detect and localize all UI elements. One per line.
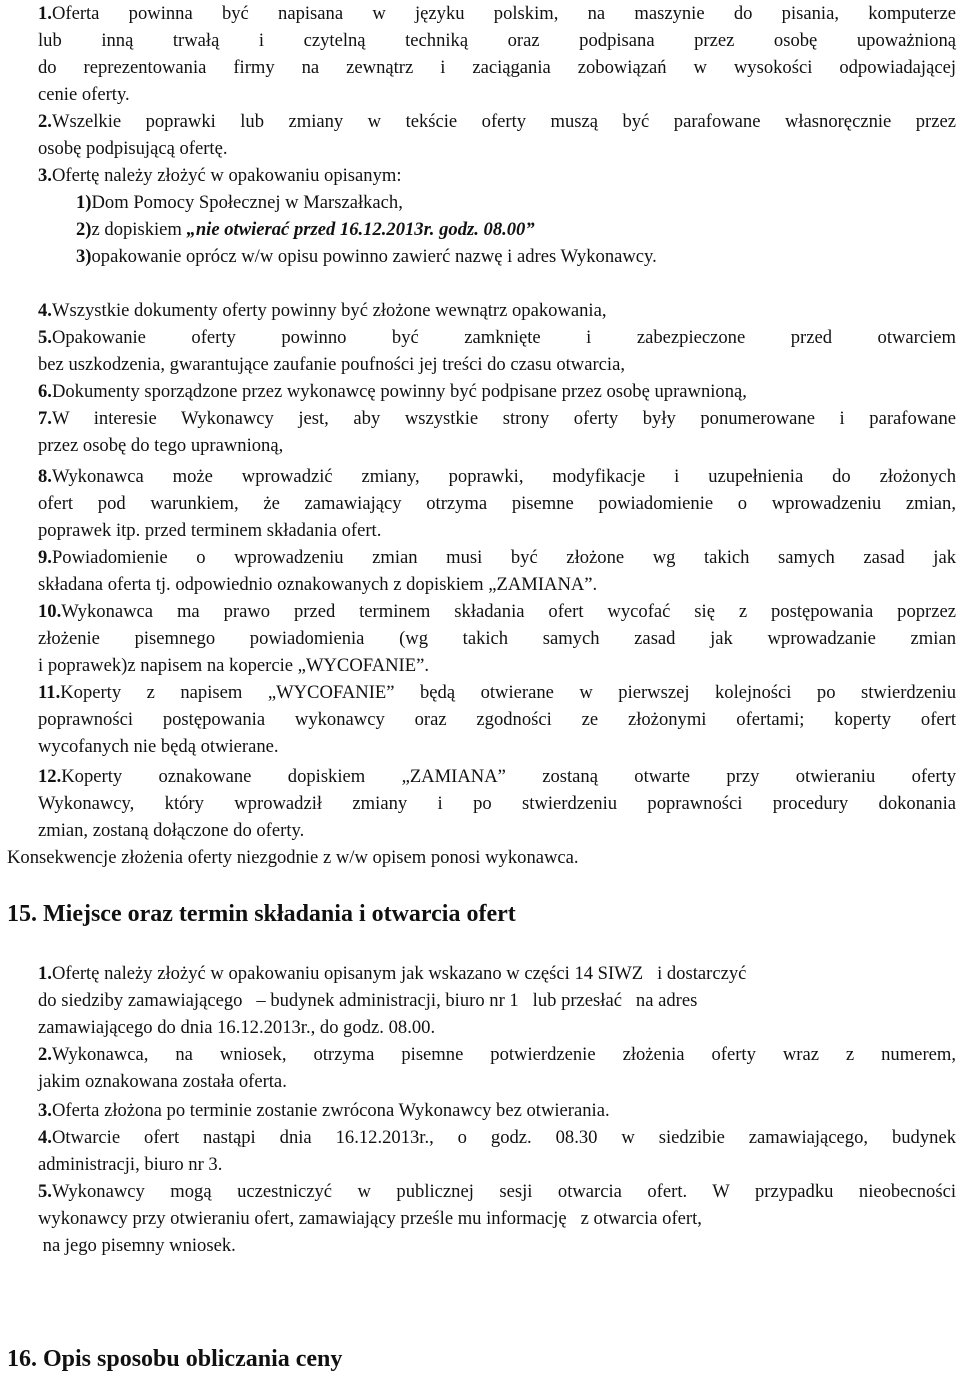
item-10-line-3: i poprawek)z napisem na kopercie „WYCOFANIE”. (38, 655, 430, 676)
item-7-line-2: przez osobę do tego uprawnioną, (38, 435, 284, 456)
item-12-line-3: zmian, zostaną dołączone do oferty. (38, 820, 305, 841)
closing-statement: Konsekwencje złożenia oferty niezgodnie z w/w opisem ponosi wykonawca. (7, 847, 579, 868)
s15-item-4-line-1: 4.Otwarcie ofert nastąpi dnia 16.12.2013r., o godz. 08.30 w siedzibie zamawiającego, budynek (38, 1127, 956, 1148)
s15-item-1-line-1: 1.Ofertę należy złożyć w opakowaniu opisanym jak wskazano w części 14 SIWZ i dostarczyć (38, 963, 747, 984)
item-12-line-2: Wykonawcy, który wprowadził zmiany i po stwierdzeniu poprawności procedury dokonania (38, 793, 956, 814)
s15-item-3-line-1: 3.Oferta złożona po terminie zostanie zwrócona Wykonawcy bez otwierania. (38, 1100, 610, 1121)
item-number: 10. (38, 601, 62, 622)
section-16-heading: 16. Opis sposobu obliczania ceny (7, 1346, 343, 1372)
item-number: 6. (38, 381, 52, 402)
item-2-line-2: osobę podpisującą ofertę. (38, 138, 228, 159)
item-5-line-1: 5.Opakowanie oferty powinno być zamknięte i zabezpieczone przed otwarciem (38, 327, 956, 348)
item-1-line-3: do reprezentowania firmy na zewnątrz i zaciągania zobowiązań w wysokości odpowiadającej (38, 57, 956, 78)
item-10-line-2: złożenie pisemnego powiadomienia (wg takich samych zasad jak wprowadzanie zmian (38, 628, 956, 649)
item-7-line-1: 7.W interesie Wykonawcy jest, aby wszystkie strony oferty były ponumerowane i parafowane (38, 408, 956, 429)
item-4-line-1: 4.Wszystkie dokumenty oferty powinny być złożone wewnątrz opakowania, (38, 300, 607, 321)
item-11-line-3: wycofanych nie będą otwierane. (38, 736, 279, 757)
item-8-line-3: poprawek itp. przed terminem składania ofert. (38, 520, 382, 541)
s15-item-5-line-3: na jego pisemny wniosek. (38, 1235, 236, 1256)
item-number: 1. (38, 963, 52, 984)
item-number: 4. (38, 1127, 52, 1148)
item-number: 9. (38, 547, 52, 568)
item-number: 3. (38, 165, 52, 186)
item-1-line-2: lub inną trwałą i czytelną techniką oraz podpisana przez osobę upoważnioną (38, 30, 956, 51)
item-12-line-1: 12.Koperty oznakowane dopiskiem „ZAMIANA” zostaną otwarte przy otwieraniu oferty (38, 766, 956, 787)
item-number: 12. (38, 766, 62, 787)
s15-item-5-line-2: wykonawcy przy otwieraniu ofert, zamawiający prześle mu informację z otwarcia ofert, (38, 1208, 702, 1229)
item-number: 2. (38, 111, 52, 132)
s15-item-1-line-2: do siedziby zamawiającego – budynek administracji, biuro nr 1 lub przesłać na adres (38, 990, 698, 1011)
item-5-line-2: bez uszkodzenia, gwarantujące zaufanie poufności jej treści do czasu otwarcia, (38, 354, 625, 375)
item-2-line-1: 2.Wszelkie poprawki lub zmiany w tekście oferty muszą być parafowane własnoręcznie przez (38, 111, 956, 132)
item-3-subitem-1: 1)Dom Pomocy Społecznej w Marszałkach, (76, 192, 403, 213)
item-6-line-1: 6.Dokumenty sporządzone przez wykonawcę powinny być podpisane przez osobę uprawnioną, (38, 381, 747, 402)
item-11-line-1: 11.Koperty z napisem „WYCOFANIE” będą otwierane w pierwszej kolejności po stwierdzeniu (38, 682, 956, 703)
item-3-subitem-2: 2)z dopiskiem „nie otwierać przed 16.12.2013r. godz. 08.00” (76, 219, 535, 240)
item-number: 2. (38, 1044, 52, 1065)
item-8-line-2: ofert pod warunkiem, że zamawiający otrzyma pisemne powiadomienie o wprowadzeniu zmian, (38, 493, 956, 514)
item-1-line-1: 1.Oferta powinna być napisana w języku polskim, na maszynie do pisania, komputerze (38, 3, 956, 24)
item-number: 4. (38, 300, 52, 321)
s15-item-4-line-2: administracji, biuro nr 3. (38, 1154, 223, 1175)
item-9-line-2: składana oferta tj. odpowiednio oznakowanych z dopiskiem „ZAMIANA”. (38, 574, 598, 595)
item-number: 5. (38, 1181, 52, 1202)
item-10-line-1: 10.Wykonawca ma prawo przed terminem składania ofert wycofać się z postępowania poprzez (38, 601, 956, 622)
item-number: 8. (38, 466, 52, 487)
section-15-heading: 15. Miejsce oraz termin składania i otwarcia ofert (7, 901, 516, 927)
envelope-label-emphasis: „nie otwierać przed 16.12.2013r. godz. 08.00” (186, 219, 535, 240)
item-9-line-1: 9.Powiadomienie o wprowadzeniu zmian musi być złożone wg takich samych zasad jak (38, 547, 956, 568)
item-3-line-1: 3.Ofertę należy złożyć w opakowaniu opisanym: (38, 165, 402, 186)
item-number: 3. (38, 1100, 52, 1121)
item-8-line-1: 8.Wykonawca może wprowadzić zmiany, poprawki, modyfikacje i uzupełnienia do złożonych (38, 466, 956, 487)
item-3-subitem-3: 3)opakowanie oprócz w/w opisu powinno zawierć nazwę i adres Wykonawcy. (76, 246, 657, 267)
item-1-line-4: cenie oferty. (38, 84, 130, 105)
s15-item-2-line-2: jakim oznakowana została oferta. (38, 1071, 287, 1092)
item-number: 7. (38, 408, 52, 429)
item-number: 11. (38, 682, 61, 703)
s15-item-5-line-1: 5.Wykonawcy mogą uczestniczyć w publicznej sesji otwarcia ofert. W przypadku nieobecności (38, 1181, 956, 1202)
item-number: 5. (38, 327, 52, 348)
s15-item-1-line-3: zamawiającego do dnia 16.12.2013r., do godz. 08.00. (38, 1017, 436, 1038)
item-11-line-2: poprawności postępowania wykonawcy oraz zgodności ze złożonymi ofertami; koperty ofert (38, 709, 956, 730)
s15-item-2-line-1: 2.Wykonawca, na wniosek, otrzyma pisemne potwierdzenie złożenia oferty wraz z numerem, (38, 1044, 956, 1065)
item-number: 1. (38, 3, 52, 24)
